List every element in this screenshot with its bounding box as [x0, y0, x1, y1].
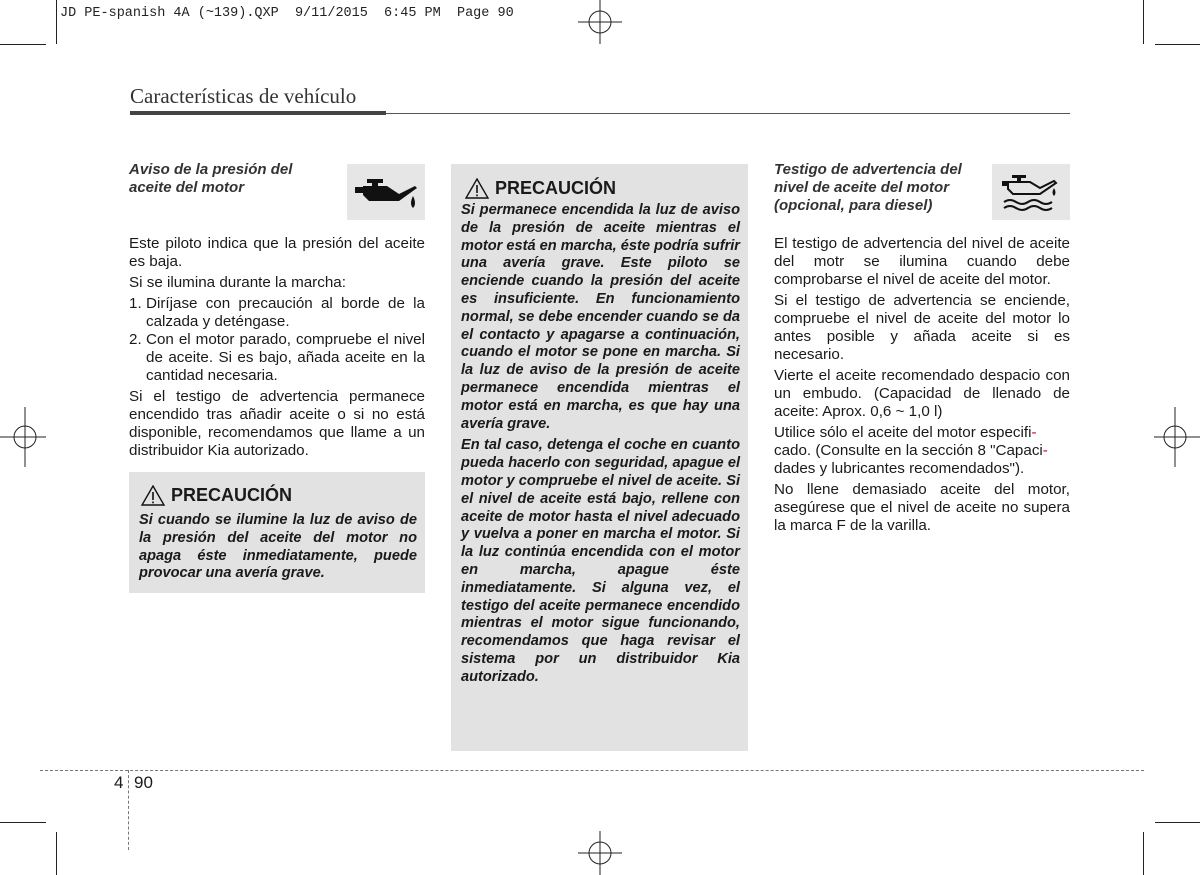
paragraph: Este piloto indica que la presión del aceite es baja.: [129, 235, 425, 270]
crop-mark: [0, 822, 46, 823]
step-number: 1.: [129, 295, 142, 312]
paragraph: Si el testigo de advertencia se enciende, compruebe el nivel de aceite del motor lo antes posible y añada aceite si es necesario.: [774, 292, 1070, 363]
registration-mark-bottom-icon: [570, 831, 630, 875]
step-text: Con el motor parado, compruebe el nivel de aceite. Si es bajo, añada aceite en la cantidad necesaria.: [146, 331, 425, 384]
crop-mark: [1143, 832, 1144, 875]
step-text: Diríjase con precaución al borde de la calzada y deténgase.: [146, 295, 425, 330]
footer-dashed-divider: [128, 770, 129, 850]
heading-line: Testigo de advertencia del: [774, 161, 962, 178]
heading-line: nivel de aceite del motor: [774, 179, 950, 196]
heading-line: (opcional, para diesel): [774, 197, 933, 214]
print-slug: JD PE-spanish 4A (~139).QXP 9/11/2015 6:45 PM Page 90: [60, 6, 514, 21]
caution-title-text: PRECAUCIÓN: [495, 178, 617, 198]
oil-level-heading: [774, 161, 989, 215]
heading-line: Aviso de la presión del: [129, 161, 293, 178]
paragraph: Si se ilumina durante la marcha:: [129, 274, 346, 291]
step-number: 2.: [129, 331, 142, 348]
text-run: cado. (Consulte en la sección 8 "Capaci: [774, 442, 1043, 459]
caution-text: Si permanece encendida la luz de aviso de la presión de aceite mientras el motor está en marcha, éste podría sufrir una avería grave. Este piloto se enciende cuando la presión del aceite es insuficiente. En funcionamiento normal, se debe encender cuando se da el contacto y apagarse a continuación, cuando el motor se pone en marcha. Si la luz de aviso de la presión de aceite permanece encendida mientras el motor está en marcha, es que hay una avería grave.: [461, 202, 740, 432]
caution-text: En tal caso, detenga el coche en cuanto pueda hacerlo con seguridad, apague el motor y compruebe el nivel de aceite. Si el nivel de aceite está bajo, rellene con aceite de motor hasta el nivel adecuado y vuelva a poner en marcha el motor. Si la luz continúa encendida con el motor en marcha, apague éste inmediatamente. Si alguna vez, el testigo del aceite permanece encendido mientras el motor sigue funcionando, recomendamos que haga revisar el sistema por un distribuidor Kia autorizado.: [461, 437, 740, 685]
paragraph: No llene demasiado aceite del motor, asegúrese que el nivel de aceite no supera la marca F de la varilla.: [774, 481, 1070, 534]
caution-body: [461, 202, 740, 691]
caution-text: Si cuando se ilumine la luz de aviso de la presión del aceite del motor no apaga éste inmediatamente, puede provocar una avería grave.: [139, 512, 417, 582]
crop-mark: [1143, 0, 1144, 44]
warning-triangle-icon: [141, 485, 165, 506]
footer-dashed-rule: [40, 770, 1144, 771]
registration-mark-left-icon: [0, 407, 46, 467]
paragraph: Si el testigo de advertencia permanece encendido tras añadir aceite o si no está disponible, recomendamos que llame a un distribuidor Kia autorizado.: [129, 388, 425, 459]
caution-title-text: PRECAUCIÓN: [171, 485, 293, 505]
crop-mark: [56, 0, 57, 44]
caution-box-middle: [451, 164, 748, 751]
left-body: [129, 235, 425, 463]
warning-triangle-icon: [465, 178, 489, 199]
caution-box-left: [129, 472, 425, 593]
section-title: Características de vehículo: [130, 84, 357, 108]
oil-pressure-heading: [129, 161, 329, 197]
right-body: [774, 235, 1070, 538]
hyphen-mark: -: [1031, 424, 1037, 441]
oil-level-icon-box: [992, 164, 1070, 220]
right-heading-wrap: [774, 161, 989, 215]
caution-body: [139, 512, 417, 587]
paragraph: El testigo de advertencia del nivel de aceite del motr se ilumina cuando debe comprobarse el nivel de aceite del motor.: [774, 235, 1070, 288]
header-rule-thick: [130, 111, 386, 115]
crop-mark: [1155, 44, 1200, 45]
chapter-number: 4: [114, 773, 124, 792]
paragraph: [774, 424, 1070, 478]
caution-title: [465, 177, 616, 199]
heading-line: aceite del motor: [129, 179, 245, 196]
oil-pressure-icon: [347, 164, 425, 220]
steps-list: [129, 295, 425, 385]
crop-mark: [56, 832, 57, 875]
hyphen-mark: -: [1042, 442, 1048, 459]
page-number: 90: [134, 773, 153, 792]
text-run: dades y lubricantes recomendados").: [774, 460, 1025, 477]
paragraph: Vierte el aceite recomendado despacio con un embudo. (Capacidad de llenado de aceite: Aprox. 0,6 ~ 1,0 l): [774, 367, 1070, 420]
header-rule-thin: [386, 113, 1070, 114]
list-item: [129, 295, 425, 331]
crop-mark: [0, 44, 46, 45]
caution-title: [141, 484, 292, 506]
registration-mark-right-icon: [1154, 407, 1200, 467]
oil-level-icon: [992, 164, 1070, 220]
crop-mark: [1155, 822, 1200, 823]
list-item: [129, 331, 425, 385]
oil-pressure-icon-box: [347, 164, 425, 220]
text-run: Utilice sólo el aceite del motor especifi: [774, 424, 1032, 441]
registration-mark-top-icon: [570, 0, 630, 44]
